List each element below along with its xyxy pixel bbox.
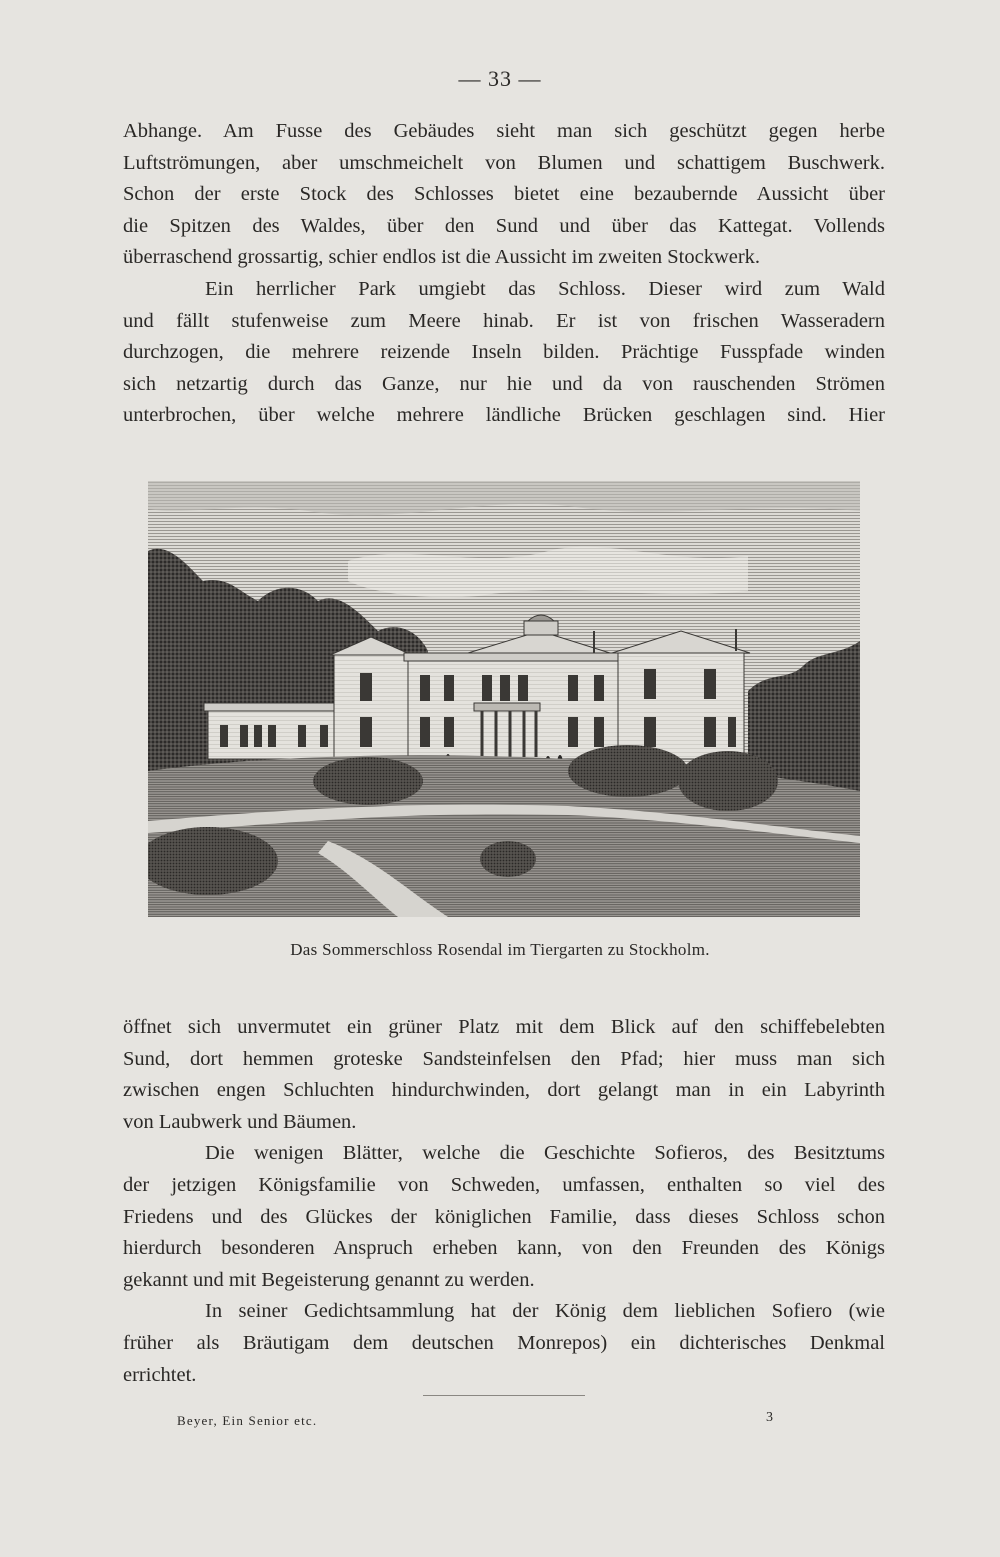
text-line: gekannt und mit Begeisterung genannt zu werden. [123,1268,535,1291]
text-line: Die wenigen Blätter, welche die Geschichte Sofieros, des Besitztums [205,1142,885,1165]
text-line: Ein herrlicher Park umgiebt das Schloss. Dieser wird zum Wald [205,277,885,300]
text-line: In seiner Gedichtsammlung hat der König dem lieblichen Sofiero (wie [205,1300,885,1323]
text-line: und fällt stufenweise zum Meere hinab. Er ist von frischen Wasseradern [123,309,885,332]
text-line: Abhange. Am Fusse des Gebäudes sieht man sich geschützt gegen herbe [123,120,885,142]
text-line: Luftströmungen, aber umschmeichelt von Blumen und schattigem Buschwerk. [123,151,885,174]
text-line: früher als Bräutigam dem deutschen Monrepos) ein dichterisches Denkmal [123,1331,885,1354]
text-line: zwischen engen Schluchten hindurchwinden, dort gelangt man in ein Labyrinth [123,1079,885,1102]
text-line: überraschend grossartig, schier endlos ist die Aussicht im zweiten Stockwerk. [123,246,761,269]
figure-caption: Das Sommerschloss Rosendal im Tiergarten zu Stockholm. [290,940,710,959]
signature-mark: Beyer, Ein Senior etc. [177,1413,318,1428]
text-line: errichtet. [123,1363,197,1386]
text-line: Friedens und des Glückes der königlichen Familie, dass dieses Schloss schon [123,1205,885,1228]
page-number: — 33 — [458,66,542,91]
text-line: sich netzartig durch das Ganze, nur hie und da von rauschenden Strömen [123,372,885,395]
text-line: der jetzigen Königsfamilie von Schweden, umfassen, enthalten so viel des [123,1173,885,1196]
text-line: die Spitzen des Waldes, über den Sund und über das Kattegat. Vollends [123,214,885,237]
body-text-top [123,116,885,432]
engraving-rosendal-palace [148,481,860,917]
text-line: hierdurch besonderen Anspruch erheben kann, von den Freunden des Königs [123,1237,885,1260]
text-line: Schon der erste Stock des Schlosses bietet eine bezaubernde Aussicht über [123,183,885,206]
sheet-number: 3 [766,1410,773,1425]
text-line: Sund, dort hemmen groteske Sandsteinfelsen den Pfad; hier muss man sich [123,1047,885,1070]
text-line: unterbrochen, über welche mehrere ländliche Brücken geschlagen sind. Hier [123,404,885,427]
text-line: öffnet sich unvermutet ein grüner Platz mit dem Blick auf den schiffebelebten [123,1016,885,1038]
text-line: durchzogen, die mehrere reizende Inseln bilden. Prächtige Fusspfade winden [123,341,885,364]
footer-rule [423,1395,585,1396]
text-line: von Laubwerk und Bäumen. [123,1110,357,1133]
body-text-bottom [123,1012,885,1391]
